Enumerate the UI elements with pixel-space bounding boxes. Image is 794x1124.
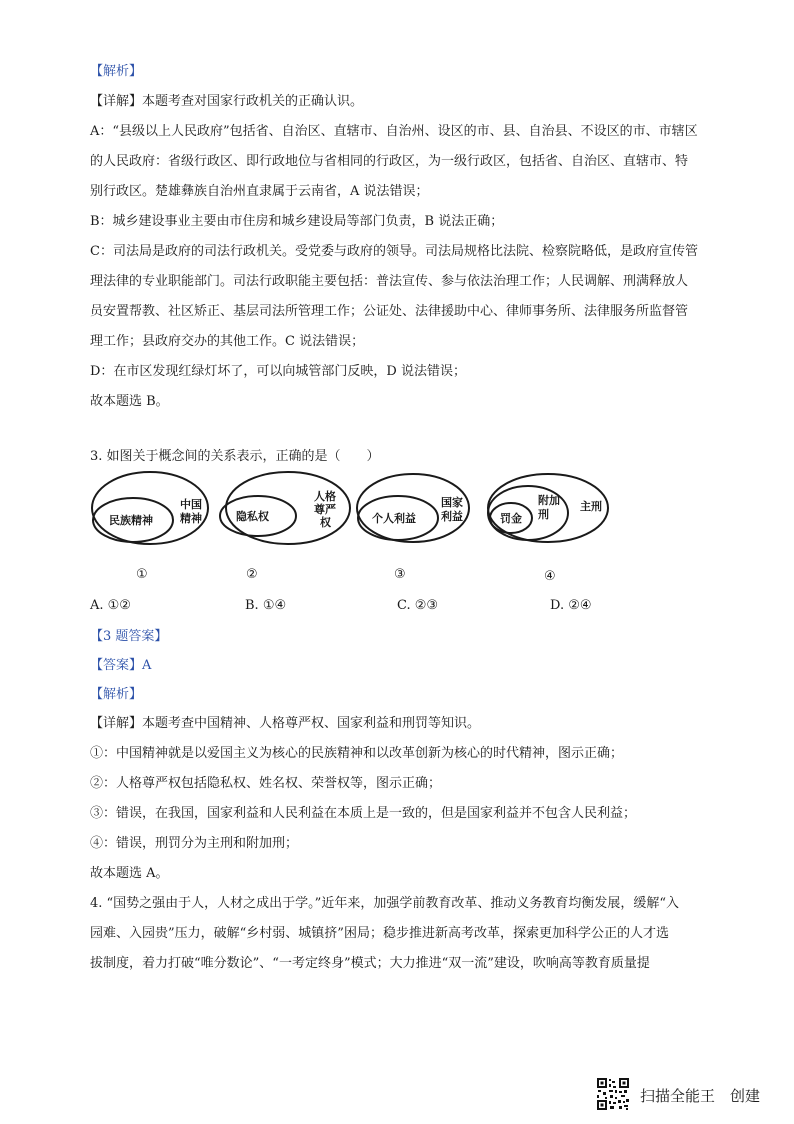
analysis-heading-2: 【解析】 bbox=[90, 687, 143, 702]
analysis-line-b: B：城乡建设事业主要由市住房和城乡建设局等部门负责，B 说法正确； bbox=[90, 214, 504, 229]
analysis-line-d: D：在市区发现红绿灯坏了，可以向城管部门反映，D 说法错误； bbox=[90, 364, 466, 379]
d4-number: ④ bbox=[544, 569, 556, 584]
scanner-brand-text: 扫描全能王 创建 bbox=[640, 1087, 761, 1105]
d2-outer-label-3: 权 bbox=[320, 516, 331, 529]
question-4-line-1: 4. “国势之强由于人，人材之成出于学。”近年来，加强学前教育改革、推动义务教育均衡发展，缓解“入 bbox=[90, 896, 679, 911]
analysis-line-3: ③：错误，在我国，国家利益和人民利益在本质上是一致的，但是国家利益并不包含人民利益； bbox=[90, 806, 637, 821]
detail-line: 【详解】本题考查对国家行政机关的正确认识。 bbox=[90, 94, 364, 109]
d4-inner-label: 罚金 bbox=[500, 512, 522, 525]
answer-options bbox=[90, 598, 710, 616]
question-4-line-2: 园难、入园贵”压力，破解“乡村弱、城镇挤”困局；稳步推进新高考改革，探索更加科学公正的人才选 bbox=[90, 926, 669, 941]
option-c: C. ②③ bbox=[397, 598, 439, 613]
d1-number: ① bbox=[136, 567, 148, 582]
answer-heading: 【3 题答案】 bbox=[90, 629, 168, 644]
question-3-stem: 3. 如图关于概念间的关系表示，正确的是（ ） bbox=[90, 449, 380, 464]
qr-code-icon bbox=[596, 1077, 630, 1111]
option-b: B. ①④ bbox=[245, 598, 287, 613]
d3-inner-label: 个人利益 bbox=[372, 512, 416, 525]
d1-outer-label-1: 中国 bbox=[180, 498, 202, 511]
conclusion-line-2: 故本题选 A。 bbox=[90, 866, 169, 881]
analysis-line-4: ④：错误，刑罚分为主刑和附加刑； bbox=[90, 836, 299, 851]
option-d: D. ②④ bbox=[550, 598, 592, 613]
question-4-line-3: 拔制度，着力打破“唯分数论”、“一考定终身”模式；大力推进“双一流”建设，吹响高等教育质量提 bbox=[90, 956, 650, 971]
analysis-line-a1: A：“县级以上人民政府”包括省、自治区、直辖市、自治州、设区的市、县、自治县、不设区的市、市辖区 bbox=[90, 124, 698, 139]
scanner-watermark bbox=[596, 1075, 786, 1115]
answer-value: 【答案】A bbox=[90, 658, 152, 673]
detail-line-2: 【详解】本题考查中国精神、人格尊严权、国家利益和刑罚等知识。 bbox=[90, 716, 481, 731]
analysis-line-c3: 员安置帮教、社区矫正、基层司法所管理工作；公证处、法律援助中心、律师事务所、法律服务所监督管 bbox=[90, 304, 689, 319]
d3-outer-label-2: 利益 bbox=[441, 510, 463, 523]
analysis-line-2: ②：人格尊严权包括隐私权、姓名权、荣誉权等，图示正确； bbox=[90, 776, 442, 791]
d2-outer-label-2: 尊严 bbox=[314, 503, 336, 516]
d4-middle-label-2: 刑 bbox=[538, 508, 549, 521]
d1-inner-label: 民族精神 bbox=[109, 514, 153, 527]
analysis-line-a2: 的人民政府：省级行政区、即行政地位与省相同的行政区，为一级行政区，包括省、自治区、直辖市、特 bbox=[90, 154, 689, 169]
concept-diagram bbox=[88, 470, 628, 590]
d4-middle-label-1: 附加 bbox=[538, 494, 560, 507]
option-a: A. ①② bbox=[90, 598, 131, 613]
d1-outer-label-2: 精神 bbox=[180, 512, 202, 525]
analysis-line-c4: 理工作；县政府交办的其他工作。C 说法错误； bbox=[90, 334, 365, 349]
analysis-line-c1: C：司法局是政府的司法行政机关。受党委与政府的领导。司法局规格比法院、检察院略低，是政府宣传管 bbox=[90, 244, 698, 259]
d3-outer-label-1: 国家 bbox=[441, 496, 463, 509]
analysis-line-c2: 理法律的专业职能部门。司法行政职能主要包括：普法宣传、参与依法治理工作；人民调解、刑满释放人 bbox=[90, 274, 689, 289]
d2-number: ② bbox=[246, 567, 258, 582]
conclusion-line: 故本题选 B。 bbox=[90, 394, 169, 409]
analysis-line-1: ①：中国精神就是以爱国主义为核心的民族精神和以改革创新为核心的时代精神，图示正确； bbox=[90, 746, 624, 761]
d3-number: ③ bbox=[394, 567, 406, 582]
d2-inner-label: 隐私权 bbox=[236, 510, 269, 523]
analysis-heading-1: 【解析】 bbox=[90, 64, 143, 79]
analysis-line-a3: 别行政区。楚雄彝族自治州直隶属于云南省，A 说法错误； bbox=[90, 184, 429, 199]
d2-outer-label-1: 人格 bbox=[314, 490, 336, 503]
d4-outer-label: 主刑 bbox=[580, 500, 602, 513]
